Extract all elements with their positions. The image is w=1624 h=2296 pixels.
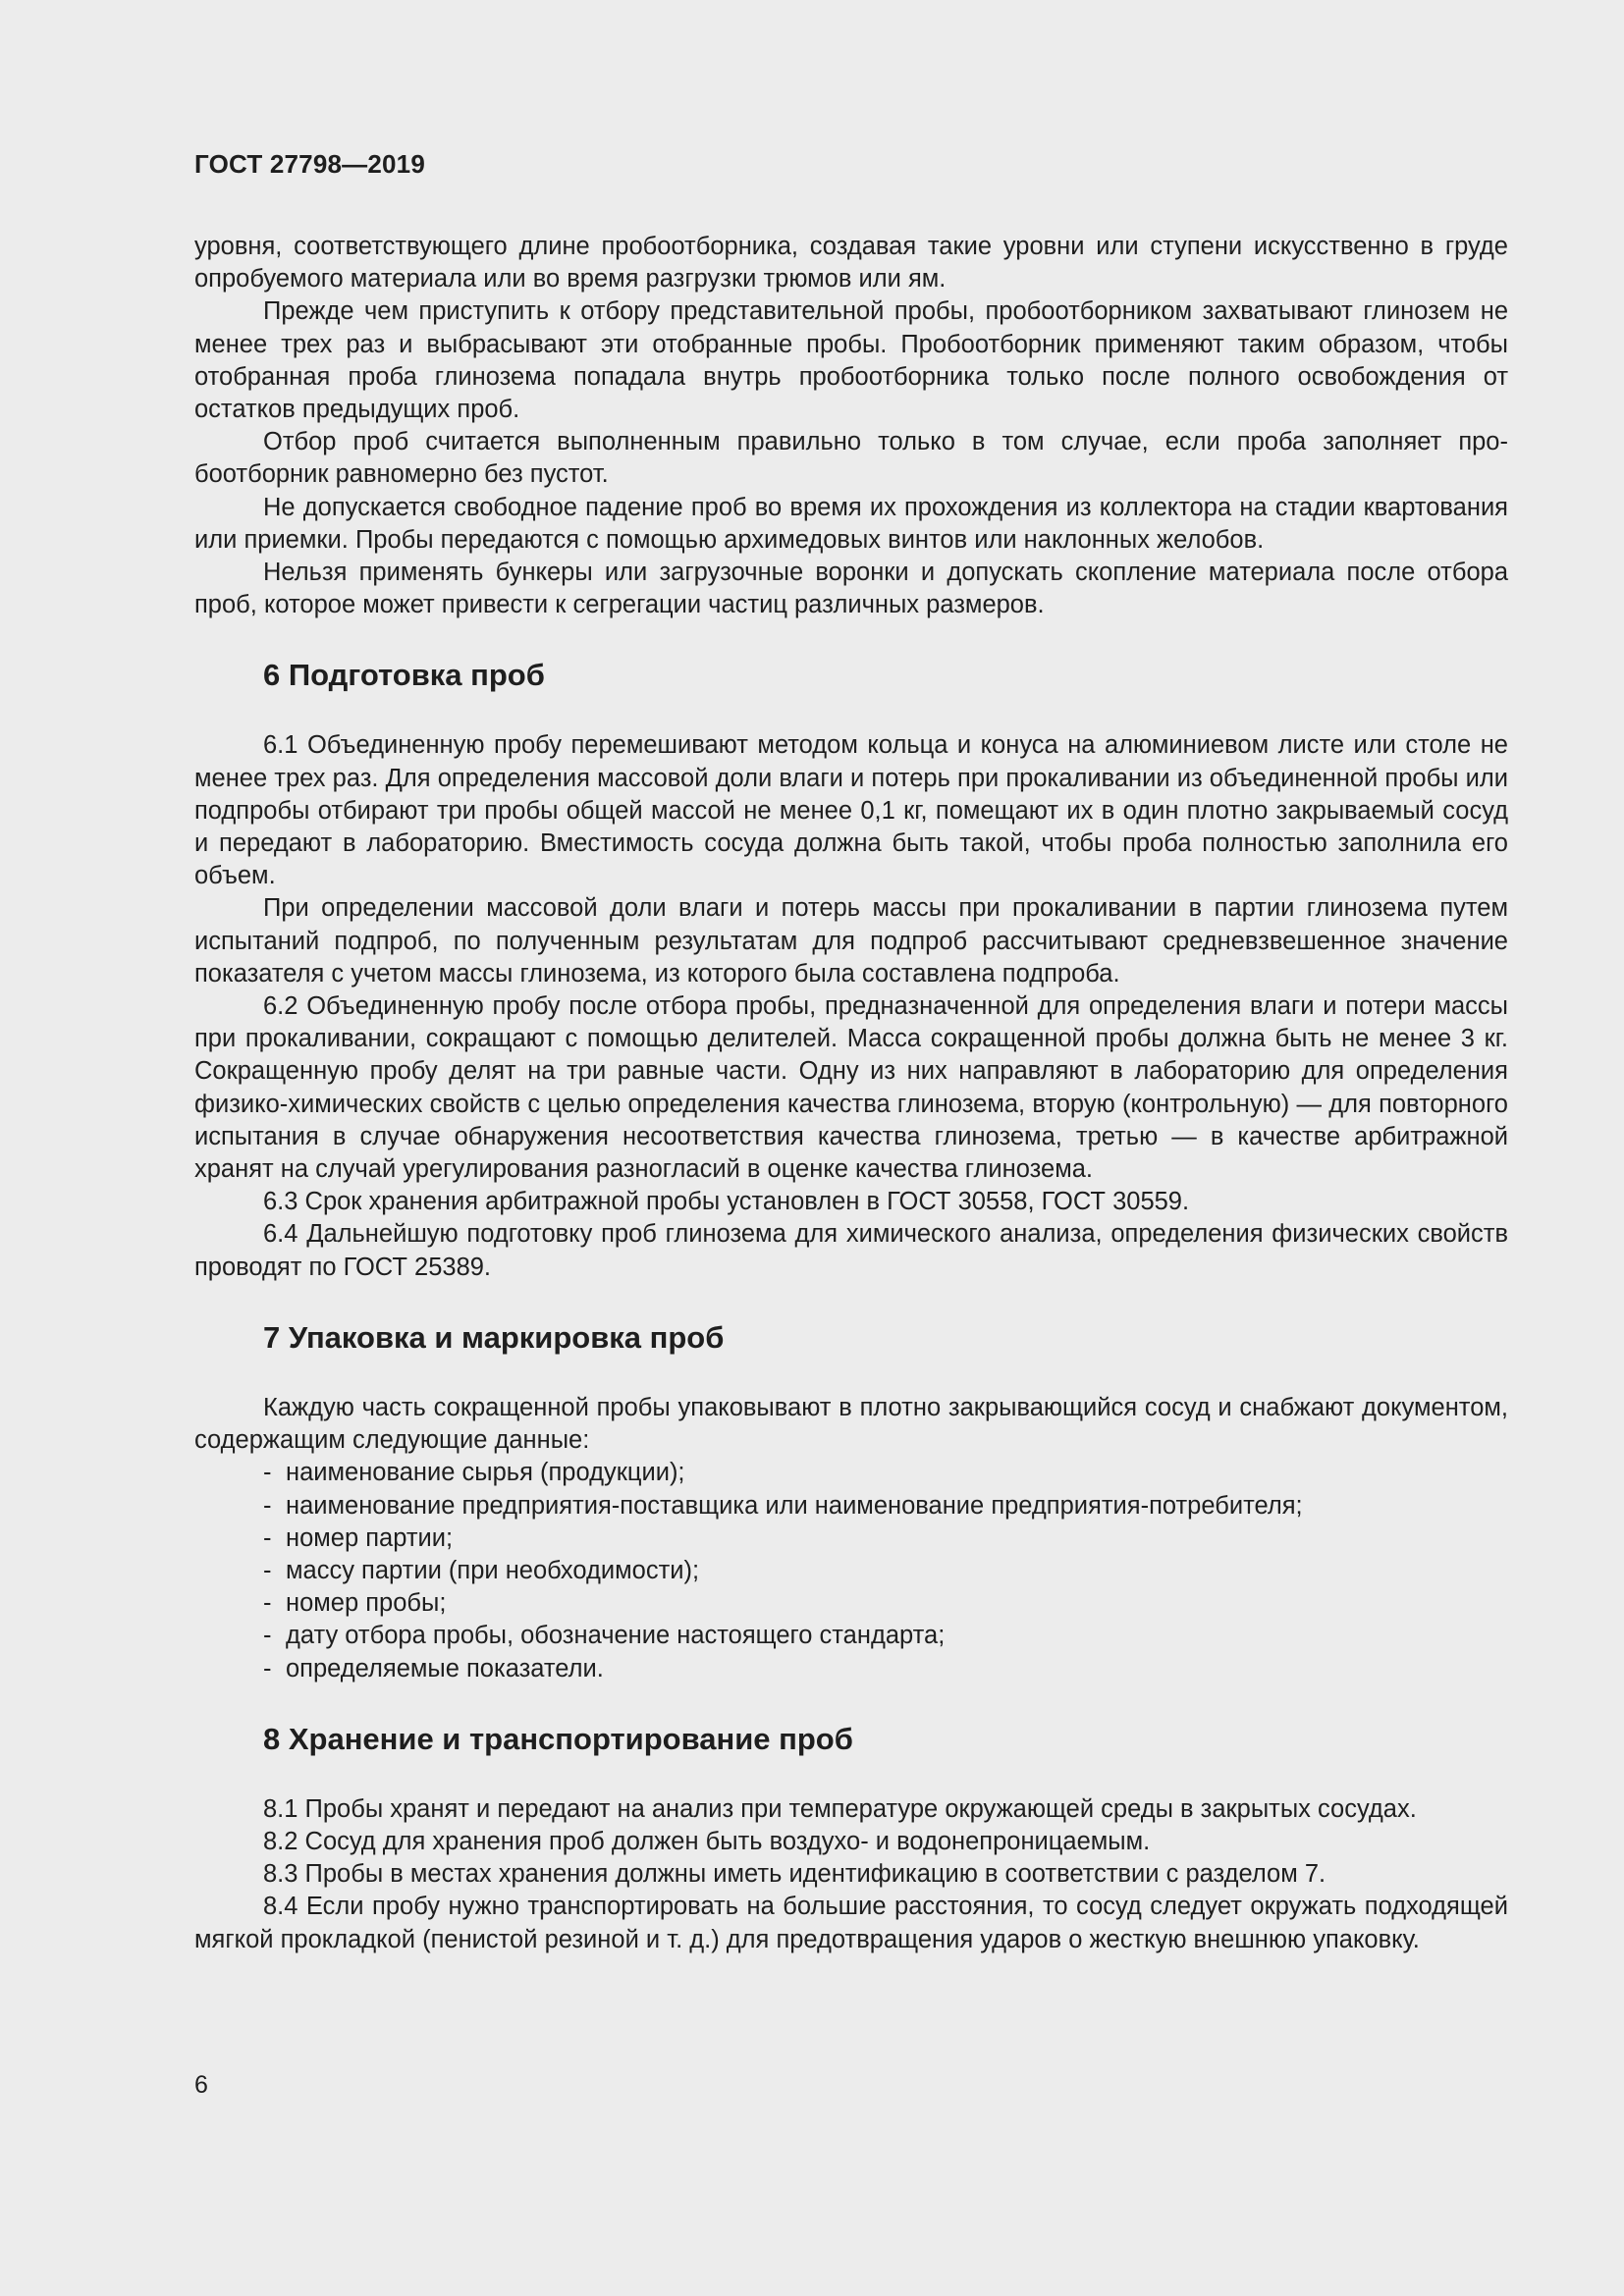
section-6: [194, 657, 1508, 1283]
list-marker: -: [263, 1556, 272, 1584]
document-code: ГОСТ 27798—2019: [194, 149, 425, 179]
section-6-paragraph-5: 6.4 Дальнейшую подготовку проб глинозема для химического анализа, определения физических свойств проводят по ГОСТ 25389.: [194, 1220, 1508, 1281]
list-item-text: определяемые показатели.: [286, 1654, 604, 1682]
list-marker: -: [263, 1622, 272, 1650]
section-6-paragraph-2: При определении массовой доли влаги и потерь массы при прокаливании в партии глинозема путем испытаний подпроб, по полученным результатам для подпроб рассчитывают средневзвешенное значение показателя с учетом массы глинозема, из которого была составлена подпроба.: [194, 894, 1508, 988]
section-6-paragraph-4: 6.3 Срок хранения арбитражной пробы установлен в ГОСТ 30558, ГОСТ 30559.: [263, 1188, 1190, 1216]
list-item-text: массу партии (при необходимости);: [286, 1556, 700, 1584]
list-item: [194, 1490, 1508, 1522]
intro-paragraph-2: Прежде чем приступить к отбору представительной пробы, пробоотборником захватывают глинозем не менее трех раз и выбрасывают эти отобранные пробы. Пробоотборник применяют таким образом, чтобы отобранная проба глинозема попадала внутрь пробоотборника только после полного освобождения от остатков предыдущих проб.: [194, 297, 1508, 424]
section-6-paragraph-3: 6.2 Объединенную пробу после отбора пробы, предназначенной для определения влаги и потери массы при прокаливании, сокращают с помощью делителей. Масса сокращенной пробы должна быть не менее 3 кг. Сокращенную пробу делят на три равные части. Одну из них направляют в лабораторию для определения физико-химических свойств с целью определения качества глинозема, вторую (контрольную) — для повторного испытания в случае обнаружения несоответствия качества глинозема, третью — в качестве арбитражной хранят на случай урегулирования разногласий в оценке качества глинозема.: [194, 992, 1508, 1184]
list-item-text: номер пробы;: [286, 1589, 447, 1618]
intro-paragraph-3: Отбор проб считается выполненным правильно только в том случае, если проба заполняет пробоотборник равномерно без пустот.: [194, 428, 1508, 489]
section-8: [194, 1721, 1508, 1956]
section-8-title: 8 Хранение и транспортирование проб: [263, 1721, 853, 1756]
list-item-text: дату отбора пробы, обозначение настоящего стандарта;: [286, 1622, 946, 1650]
list-marker: -: [263, 1523, 272, 1552]
list-item: [194, 1587, 1508, 1620]
list-item: [194, 1555, 1508, 1587]
section-8-paragraph-4: 8.4 Если пробу нужно транспортировать на большие расстояния, то сосуд следует окружать подходящей мягкой прокладкой (пенистой резиной и т. д.) для предотвращения ударов о жесткую внешнюю упаковку.: [194, 1893, 1508, 1953]
section-6-title: 6 Подготовка проб: [263, 658, 545, 693]
list-item: [194, 1653, 1508, 1685]
intro-paragraph-5: Нельзя применять бункеры или загрузочные воронки и допускать скопление материала после отбора проб, которое может привести к сегрегации частиц различных размеров.: [194, 559, 1508, 619]
list-item: [194, 1457, 1508, 1489]
section-8-paragraph-2: 8.2 Сосуд для хранения проб должен быть воздухо- и водонепроницаемым.: [263, 1827, 1151, 1855]
section-7: [194, 1319, 1508, 1685]
requirements-list: [194, 1457, 1508, 1684]
intro-paragraph-1: уровня, соответствующего длине пробоотборника, создавая такие уровни или ступени искусственно в груде опробуемого материала или во время разгрузки трюмов или ям.: [194, 233, 1508, 294]
section-7-intro: Каждую часть сокращенной пробы упаковывают в плотно закрывающийся сосуд и снабжают документом, содержащим следующие данные:: [194, 1393, 1508, 1455]
intro-paragraph-4: Не допускается свободное падение проб во время их прохождения из коллектора на стадии квартования или приемки. Пробы передаются с помощью архимедовых винтов или наклонных желобов.: [194, 493, 1508, 554]
page-number: 6: [194, 2071, 208, 2099]
list-marker: -: [263, 1491, 272, 1520]
section-6-paragraph-1: 6.1 Объединенную пробу перемешивают методом кольца и конуса на алюминиевом листе или столе не менее трех раз. Для определения массовой доли влаги и потерь при прокаливании из объединенной пробы или подпробы отбирают три пробы общей массой не менее 0,1 кг, помещают их в один плотно закрываемый сосуд и передают в лабораторию. Вместимость сосуда должна быть такой, чтобы проба полностью заполнила его объем.: [194, 731, 1508, 890]
section-8-paragraph-3: 8.3 Пробы в местах хранения должны иметь идентификацию в соответствии с разделом 7.: [263, 1860, 1326, 1889]
list-marker: -: [263, 1589, 272, 1618]
list-item-text: наименование предприятия-поставщика или наименование предприятия-потребителя;: [286, 1491, 1303, 1520]
section-8-paragraph-1: 8.1 Пробы хранят и передают на анализ при температуре окружающей среды в закрытых сосудах.: [263, 1794, 1417, 1823]
section-7-title: 7 Упаковка и маркировка проб: [263, 1319, 725, 1355]
list-marker: -: [263, 1459, 272, 1487]
list-marker: -: [263, 1654, 272, 1682]
document-page: [194, 147, 1508, 1956]
list-item-text: номер партии;: [286, 1523, 454, 1552]
list-item: [194, 1522, 1508, 1555]
intro-block: [194, 231, 1508, 621]
list-item: [194, 1620, 1508, 1652]
list-item-text: наименование сырья (продукции);: [286, 1459, 685, 1487]
